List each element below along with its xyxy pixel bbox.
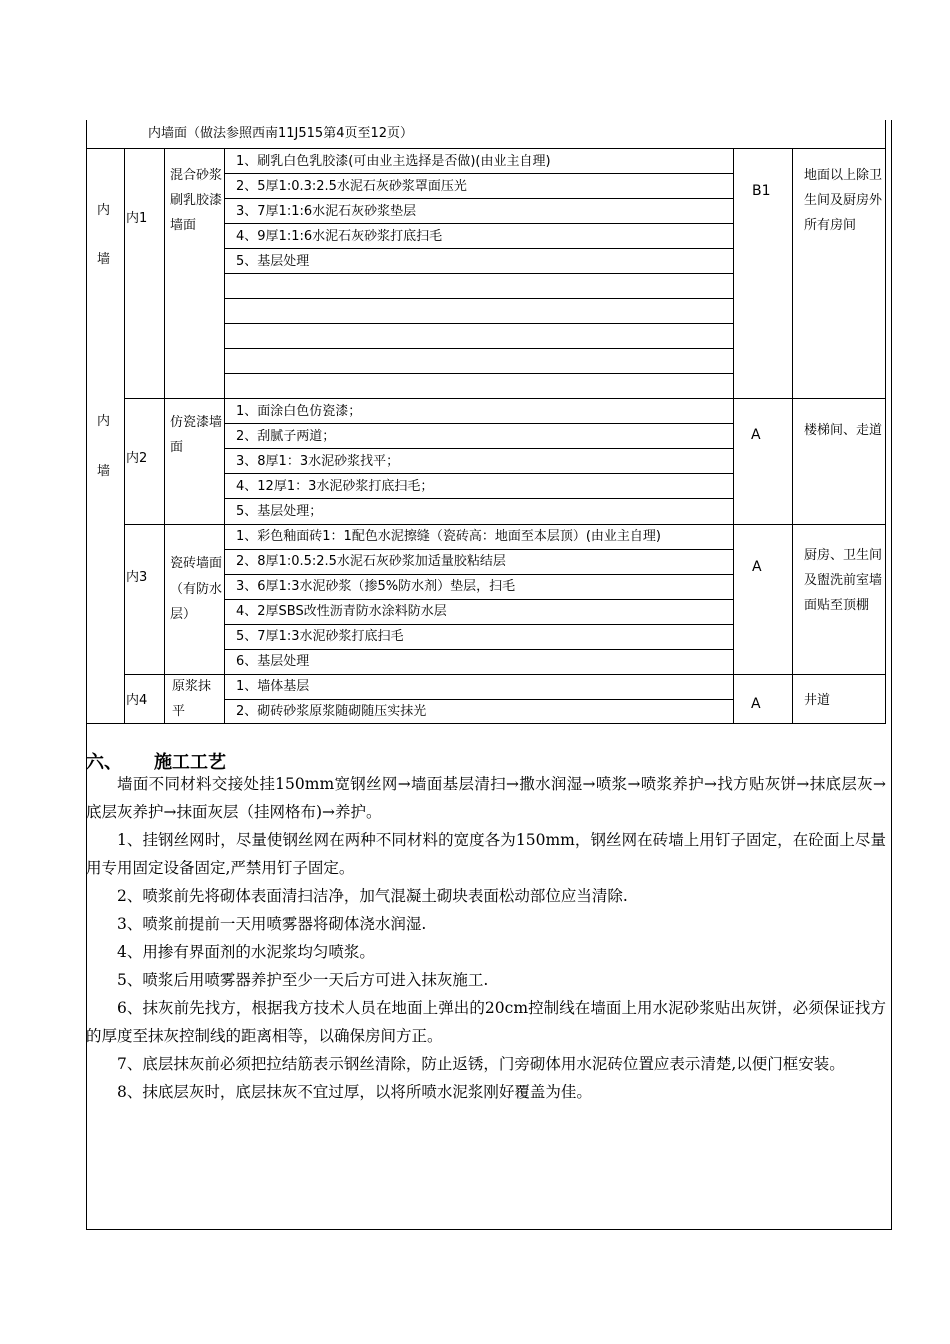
step-item: 6、基层处理 bbox=[236, 654, 310, 669]
row-name: 刷乳胶漆 bbox=[170, 193, 223, 208]
step-item: 3、6厚1:3水泥砂浆（掺5%防水剂）垫层，扫毛 bbox=[236, 579, 516, 594]
row-code: 内4 bbox=[126, 693, 148, 708]
paragraph: 6、抹灰前先找方，根据我方技术人员在地面上弹出的20cm控制线在墙面上用水泥砂浆贴出灰饼，必须保证找方的厚度至抹灰控制线的距离相等，以确保房间方正。 bbox=[86, 999, 886, 1045]
row-name: 面 bbox=[170, 440, 184, 455]
location: 井道 bbox=[804, 693, 831, 708]
fire-grade: A bbox=[751, 696, 761, 712]
paragraph: 2、喷浆前先将砌体表面清扫洁净，加气混凝土砌块表面松动部位应当清除. bbox=[117, 887, 628, 905]
row-name: 仿瓷漆墙 bbox=[170, 415, 223, 430]
row-code: 内1 bbox=[126, 211, 148, 226]
paragraph: 1、挂钢丝网时，尽量使钢丝网在两种不同材料的宽度各为150mm，钢丝网在砖墙上用钉子固定，在砼面上尽量用专用固定设备固定,严禁用钉子固定。 bbox=[86, 831, 886, 877]
section-title: 施工工艺 bbox=[154, 752, 226, 773]
location: 及盥洗前室墙 bbox=[804, 573, 883, 588]
category-char: 墙 bbox=[97, 464, 111, 479]
step-item: 5、基层处理 bbox=[236, 254, 310, 269]
step-item: 4、9厚1:1:6水泥石灰砂浆打底扫毛 bbox=[236, 229, 443, 244]
row-name: 原浆抹 bbox=[172, 679, 212, 694]
row-name: 墙面 bbox=[170, 218, 197, 233]
step-item: 1、刷乳白色乳胶漆(可由业主选择是否做)(由业主自理) bbox=[236, 154, 551, 169]
step-item: 4、2厚SBS改性沥青防水涂料防水层 bbox=[236, 604, 447, 619]
row-name: 混合砂浆 bbox=[170, 168, 223, 183]
step-item: 5、7厚1:3水泥砂浆打底扫毛 bbox=[236, 629, 404, 644]
paragraph: 墙面不同材料交接处挂150mm宽钢丝网→墙面基层清扫→撒水润湿→喷浆→喷浆养护→找方贴灰饼→抹底层灰→底层灰养护→抹面灰层（挂网格布)→养护。 bbox=[86, 775, 886, 821]
row-name: （有防水 bbox=[170, 582, 223, 597]
location: 所有房间 bbox=[804, 218, 857, 233]
paragraph: 7、底层抹灰前必须把拉结筋表示钢丝清除，防止返锈，门旁砌体用水泥砖位置应表示清楚,以便门框安装。 bbox=[117, 1055, 845, 1073]
step-item: 1、面涂白色仿瓷漆； bbox=[236, 404, 362, 419]
step-item: 3、7厚1:1:6水泥石灰砂浆垫层 bbox=[236, 204, 417, 219]
fire-grade: A bbox=[752, 559, 762, 575]
step-item: 2、砌砖砂浆原浆随砌随压实抹光 bbox=[236, 704, 427, 719]
location: 地面以上除卫 bbox=[804, 168, 883, 183]
section-body bbox=[86, 770, 886, 1106]
step-item: 1、彩色釉面砖1：1配色水泥擦缝（瓷砖高：地面至本层顶）(由业主自理) bbox=[236, 529, 661, 544]
step-item: 5、基层处理； bbox=[236, 504, 323, 519]
location: 生间及厨房外 bbox=[804, 193, 883, 208]
step-item: 3、8厚1：3水泥砂浆找平； bbox=[236, 454, 400, 469]
fire-grade: B1 bbox=[752, 183, 771, 199]
paragraph: 5、喷浆后用喷雾器养护至少一天后方可进入抹灰施工. bbox=[117, 971, 489, 989]
category-char: 内 bbox=[97, 414, 111, 429]
section-number: 六、 bbox=[86, 752, 122, 773]
category-char: 内 bbox=[97, 203, 111, 218]
location: 楼梯间、走道 bbox=[804, 423, 883, 438]
location: 厨房、卫生间 bbox=[804, 548, 883, 563]
step-item: 2、5厚1:0.3:2.5水泥石灰砂浆罩面压光 bbox=[236, 179, 467, 194]
paragraph: 3、喷浆前提前一天用喷雾器将砌体浇水润湿. bbox=[117, 915, 427, 933]
step-item: 1、墙体基层 bbox=[236, 679, 310, 694]
row-code: 内2 bbox=[126, 451, 148, 466]
paragraph: 4、用掺有界面剂的水泥浆均匀喷浆。 bbox=[117, 943, 375, 961]
location: 面贴至顶棚 bbox=[804, 598, 870, 613]
row-name: 瓷砖墙面 bbox=[170, 556, 223, 571]
row-code: 内3 bbox=[126, 570, 148, 585]
step-item: 2、8厚1:0.5:2.5水泥石灰砂浆加适量胶粘结层 bbox=[236, 554, 506, 569]
row-name: 层） bbox=[170, 607, 197, 622]
paragraph: 8、抹底层灰时，底层抹灰不宜过厚，以将所喷水泥浆刚好覆盖为佳。 bbox=[117, 1083, 592, 1101]
fire-grade: A bbox=[751, 427, 761, 443]
step-item: 2、刮腻子两道； bbox=[236, 429, 336, 444]
category-char: 墙 bbox=[97, 252, 111, 267]
row-name: 平 bbox=[172, 704, 186, 719]
step-item: 4、12厚1：3水泥砂浆打底扫毛； bbox=[236, 479, 434, 494]
table-header: 内墙面（做法参照西南11J515第4页至12页） bbox=[148, 126, 414, 141]
